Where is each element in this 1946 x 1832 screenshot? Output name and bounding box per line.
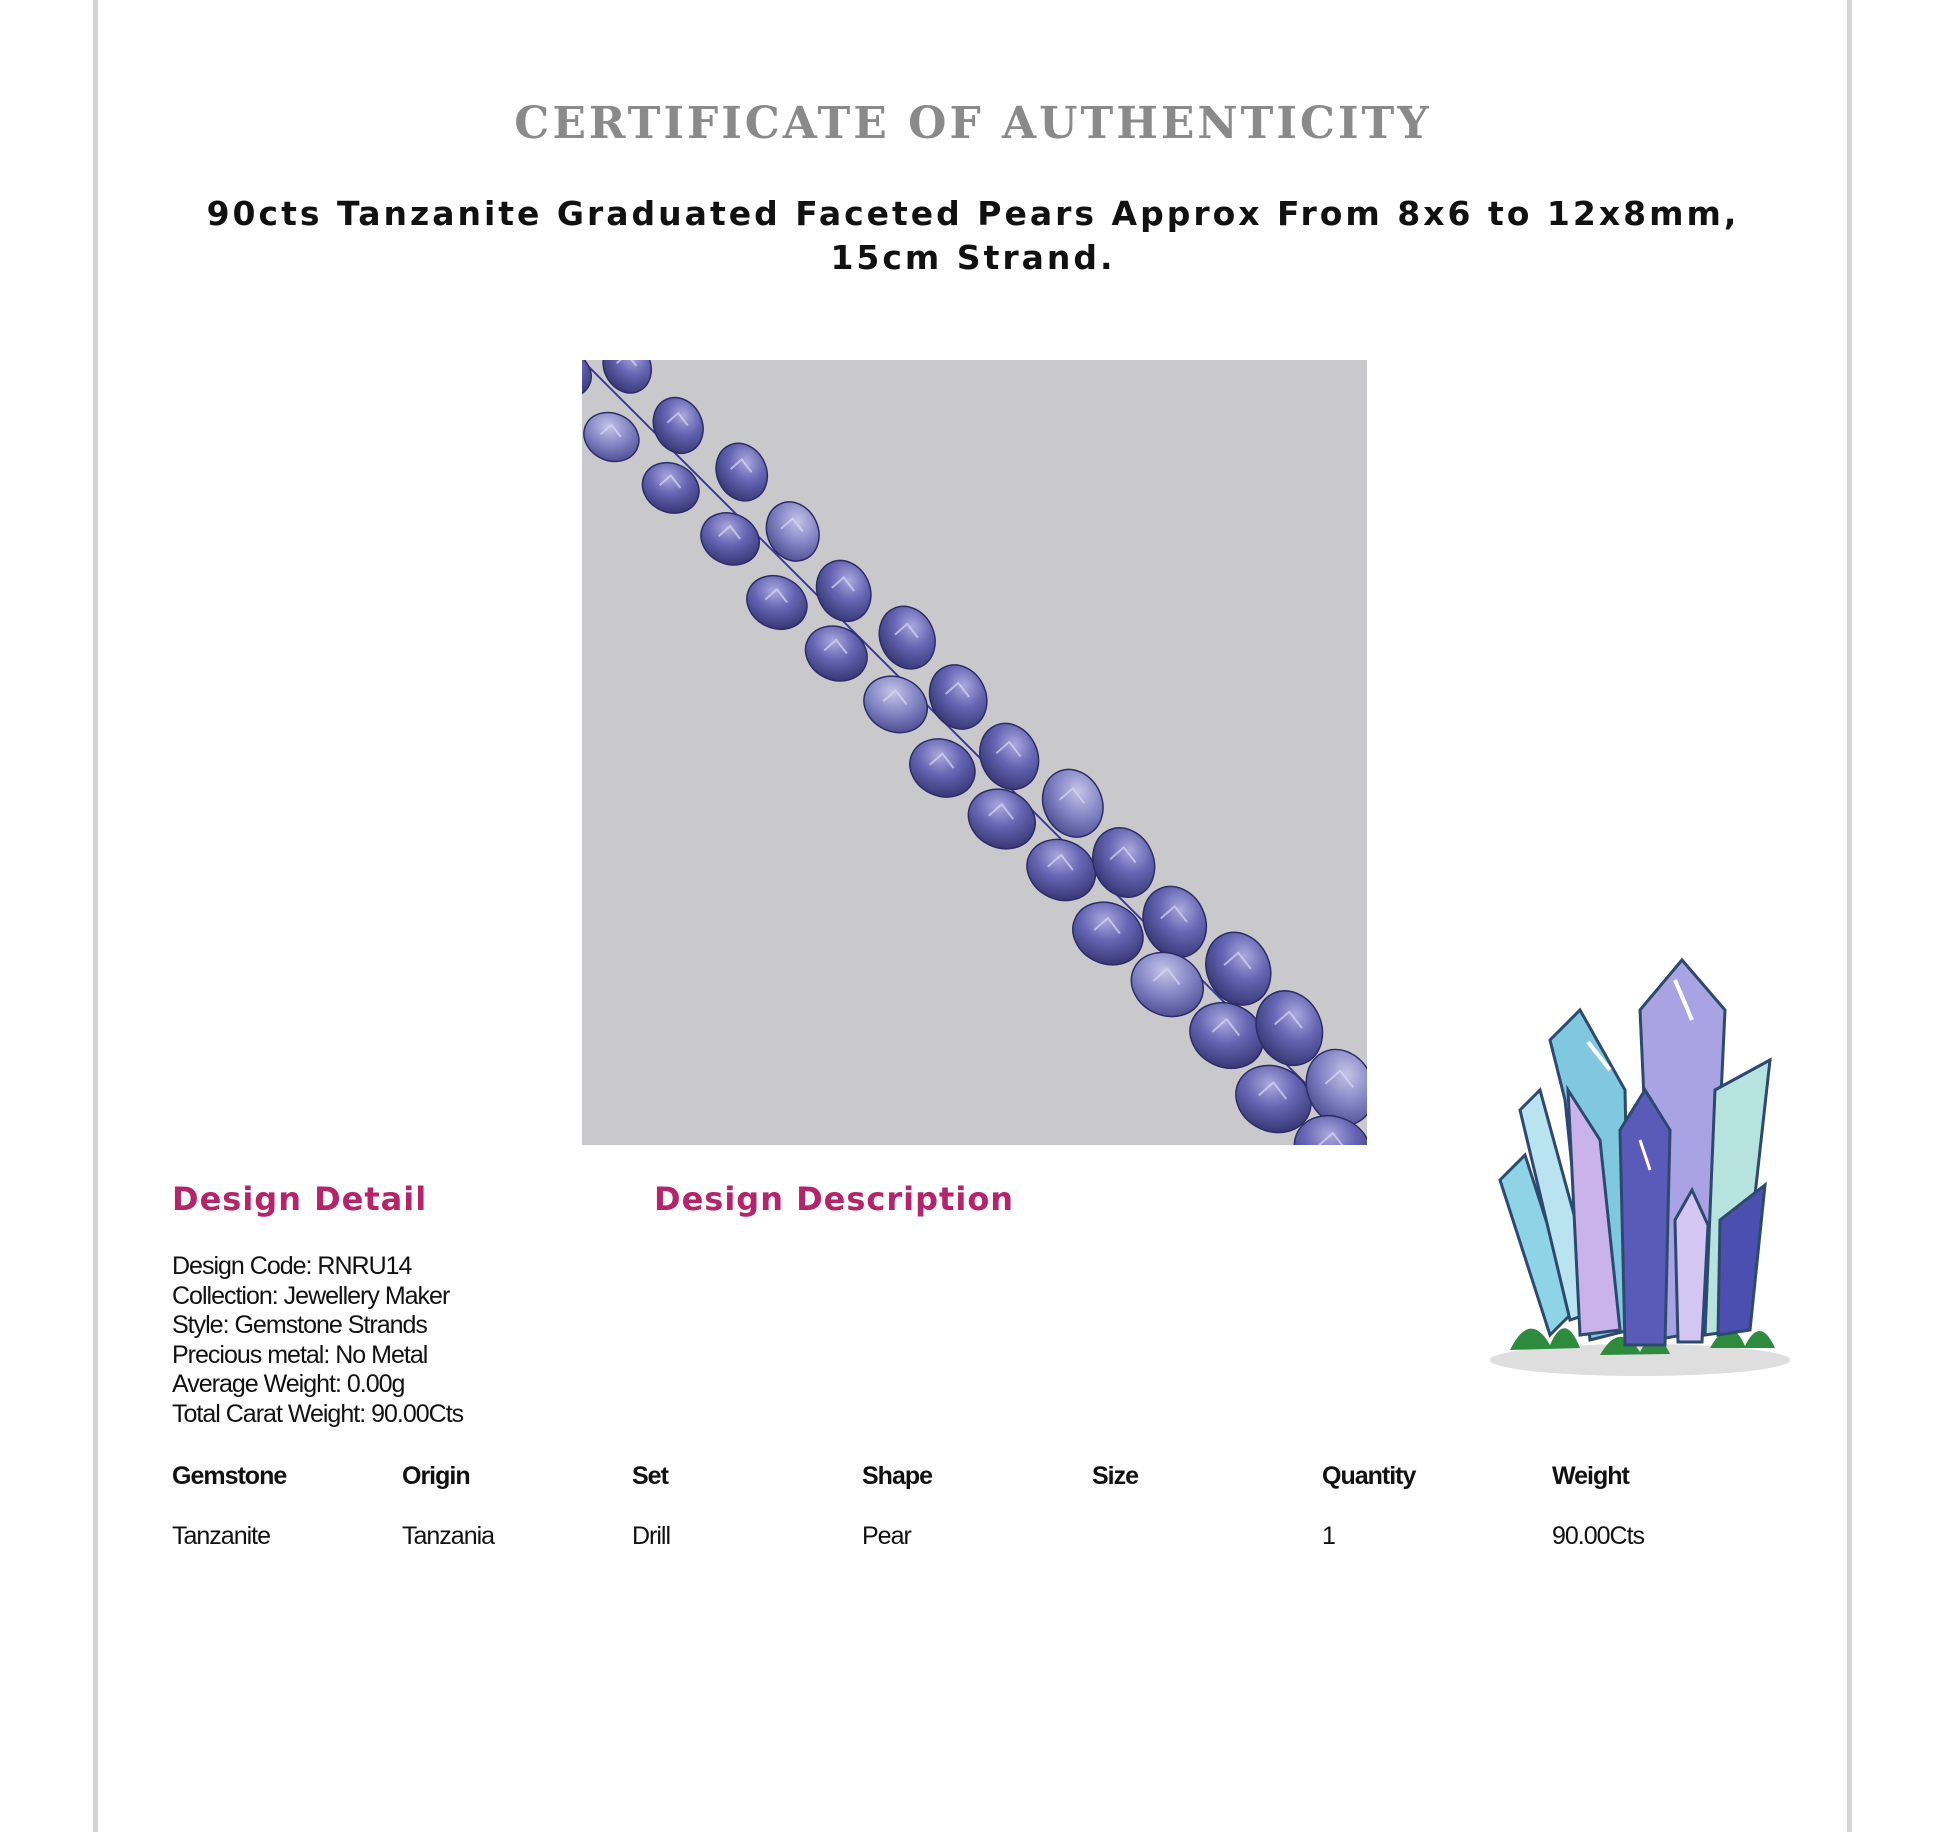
tanzanite-bead <box>692 504 767 575</box>
page-border-right <box>1847 0 1852 1832</box>
tanzanite-bead <box>796 616 876 691</box>
col-size: Size <box>1092 1462 1139 1490</box>
detail-collection: Collection: Jewellery Maker <box>172 1281 450 1310</box>
tanzanite-bead <box>644 389 712 461</box>
design-detail-list <box>172 1252 463 1430</box>
design-detail-heading: Design Detail <box>172 1180 428 1218</box>
cell-quantity: 1 <box>1322 1522 1335 1550</box>
tanzanite-bead <box>594 360 659 401</box>
tanzanite-bead <box>634 454 707 523</box>
page-border-left <box>93 0 98 1832</box>
tanzanite-bead <box>582 360 599 406</box>
cell-weight: 90.00Cts <box>1552 1522 1645 1550</box>
cell-shape: Pear <box>862 1522 911 1550</box>
certificate-title: CERTIFICATE OF AUTHENTICITY <box>514 98 1432 149</box>
tanzanite-bead <box>869 597 945 678</box>
cell-gemstone: Tanzanite <box>172 1522 271 1550</box>
design-description-heading: Design Description <box>654 1180 1015 1218</box>
tanzanite-bead <box>1017 829 1105 912</box>
gemstone-table <box>172 1462 1782 1562</box>
tanzanite-bead <box>707 435 777 509</box>
product-photo <box>582 360 1367 1145</box>
col-set: Set <box>632 1462 668 1490</box>
table-header-row <box>172 1462 1782 1522</box>
tanzanite-bead <box>757 493 829 569</box>
detail-precious-metal: Precious metal: No Metal <box>172 1340 428 1369</box>
detail-total-carat-weight: Total Carat Weight: 90.00Cts <box>172 1399 464 1428</box>
cell-set: Drill <box>632 1522 671 1550</box>
product-title: 90cts Tanzanite Graduated Faceted Pears Approx From 8x6 to 12x8mm, 15cm Strand. <box>206 194 1740 277</box>
tanzanite-bead <box>919 656 997 739</box>
col-origin: Origin <box>402 1462 470 1490</box>
col-shape: Shape <box>862 1462 933 1490</box>
crystal-cluster-icon <box>1470 950 1800 1390</box>
tanzanite-bead <box>900 729 984 808</box>
cell-origin: Tanzania <box>402 1522 495 1550</box>
tanzanite-bead <box>738 566 816 639</box>
tanzanite-bead <box>969 714 1049 799</box>
tanzanite-bead <box>807 552 881 631</box>
tanzanite-bead <box>582 404 647 471</box>
table-row <box>172 1522 1782 1562</box>
tanzanite-bead <box>855 666 937 743</box>
tanzanite-bead <box>959 778 1045 859</box>
detail-style: Style: Gemstone Strands <box>172 1311 427 1340</box>
col-quantity: Quantity <box>1322 1462 1416 1490</box>
detail-average-weight: Average Weight: 0.00g <box>172 1370 405 1399</box>
detail-design-code: Design Code: RNRU14 <box>172 1252 412 1280</box>
col-weight: Weight <box>1552 1462 1629 1490</box>
tanzanite-bead <box>1032 759 1114 846</box>
col-gemstone: Gemstone <box>172 1462 287 1490</box>
cell-size <box>1092 1522 1322 1562</box>
